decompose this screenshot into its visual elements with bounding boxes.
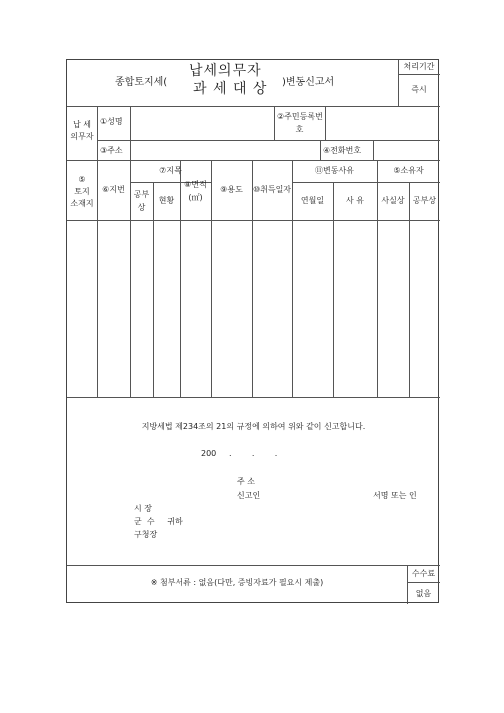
change-reason-sub-label: 사 유 [346,196,364,205]
taxpayer-label-divider [97,106,98,160]
category-label: ⑦지목 [159,166,182,175]
land-entry-area[interactable] [68,221,439,396]
signature-label: 서명 또는 인 [373,491,417,500]
phone-label: ④전화번호 [323,146,362,155]
title-left: 종합토지세( [115,77,168,88]
processing-period-label: 처리기간 [403,62,435,71]
declaration-address-label: 주 소 [237,477,255,486]
address-field[interactable] [135,146,317,158]
taxpayer-label-2: 의무자 [70,132,94,141]
taxpayer-label-1: 납 세 [73,120,91,129]
lot-number-label: ⑥지번 [102,185,125,194]
acquisition-date-label: ⑩취득일자 [252,185,292,194]
category-official-1: 공부 [133,190,150,199]
title-top: 납세의무자 [189,63,262,79]
processing-period-value: 즉시 [411,85,427,94]
name-field[interactable] [135,117,270,129]
addressee-district: 구청장 [134,530,158,539]
owner-official-label: 공부상 [412,196,437,205]
declaration-date[interactable]: 200 . . . [201,449,278,458]
period-divider [398,74,440,75]
category-official-2: 상 [137,203,146,212]
category-current: 현황 [158,196,175,205]
area-label-1: ⑧면적 [184,180,207,189]
header-bottom-line [67,106,440,107]
change-reason-label: ⑪변동사유 [315,166,354,175]
location-label-1: 토지 [74,187,90,196]
footer-top-line [67,565,440,566]
title-bottom: 과 세 대 상 [193,81,268,97]
address-label: ③주소 [100,146,123,155]
change-date-label: 연월일 [300,196,325,205]
rrn-right-divider [325,106,326,140]
reporter-label: 신고인 [237,491,261,500]
taxpayer-bottom-line [67,160,440,161]
owner-actual-label: 사실상 [381,196,405,205]
attachments-note: ※ 첨부서류 : 없음(다만, 증빙자료가 필요시 제출) [150,578,324,587]
phone-left-divider [320,140,321,160]
phone-right-divider [373,140,374,160]
addressee-mayor: 시 장 [134,504,152,513]
addressee-county: 군 수 귀하 [134,517,183,526]
change-owner-sub-line [292,182,440,183]
rrn-label-2: 호 [295,125,304,134]
title-right: )변동신고서 [282,77,335,88]
owner-label: ⑤소유자 [393,166,424,175]
declaration-statement: 지방세법 제234조의 21의 규정에 의하여 위와 같이 신고합니다. [141,422,366,431]
land-tax-change-report-form [66,59,439,603]
area-label-2: (㎡) [188,193,203,202]
name-label-divider [130,106,131,160]
name-label: ①성명 [100,117,123,126]
fee-divider [407,582,440,583]
rrn-field[interactable] [329,117,437,129]
fee-value: 없음 [415,589,432,598]
use-label: ⑨용도 [220,185,243,194]
location-label-2: 소재지 [70,199,94,208]
location-number: ⑤ [78,175,86,184]
fee-label: 수수료 [411,569,436,578]
table-body-bottom [67,397,440,398]
taxpayer-row-divider [97,140,440,141]
rrn-label-1: ②주민등록번 [277,112,323,121]
phone-field[interactable] [377,146,437,158]
